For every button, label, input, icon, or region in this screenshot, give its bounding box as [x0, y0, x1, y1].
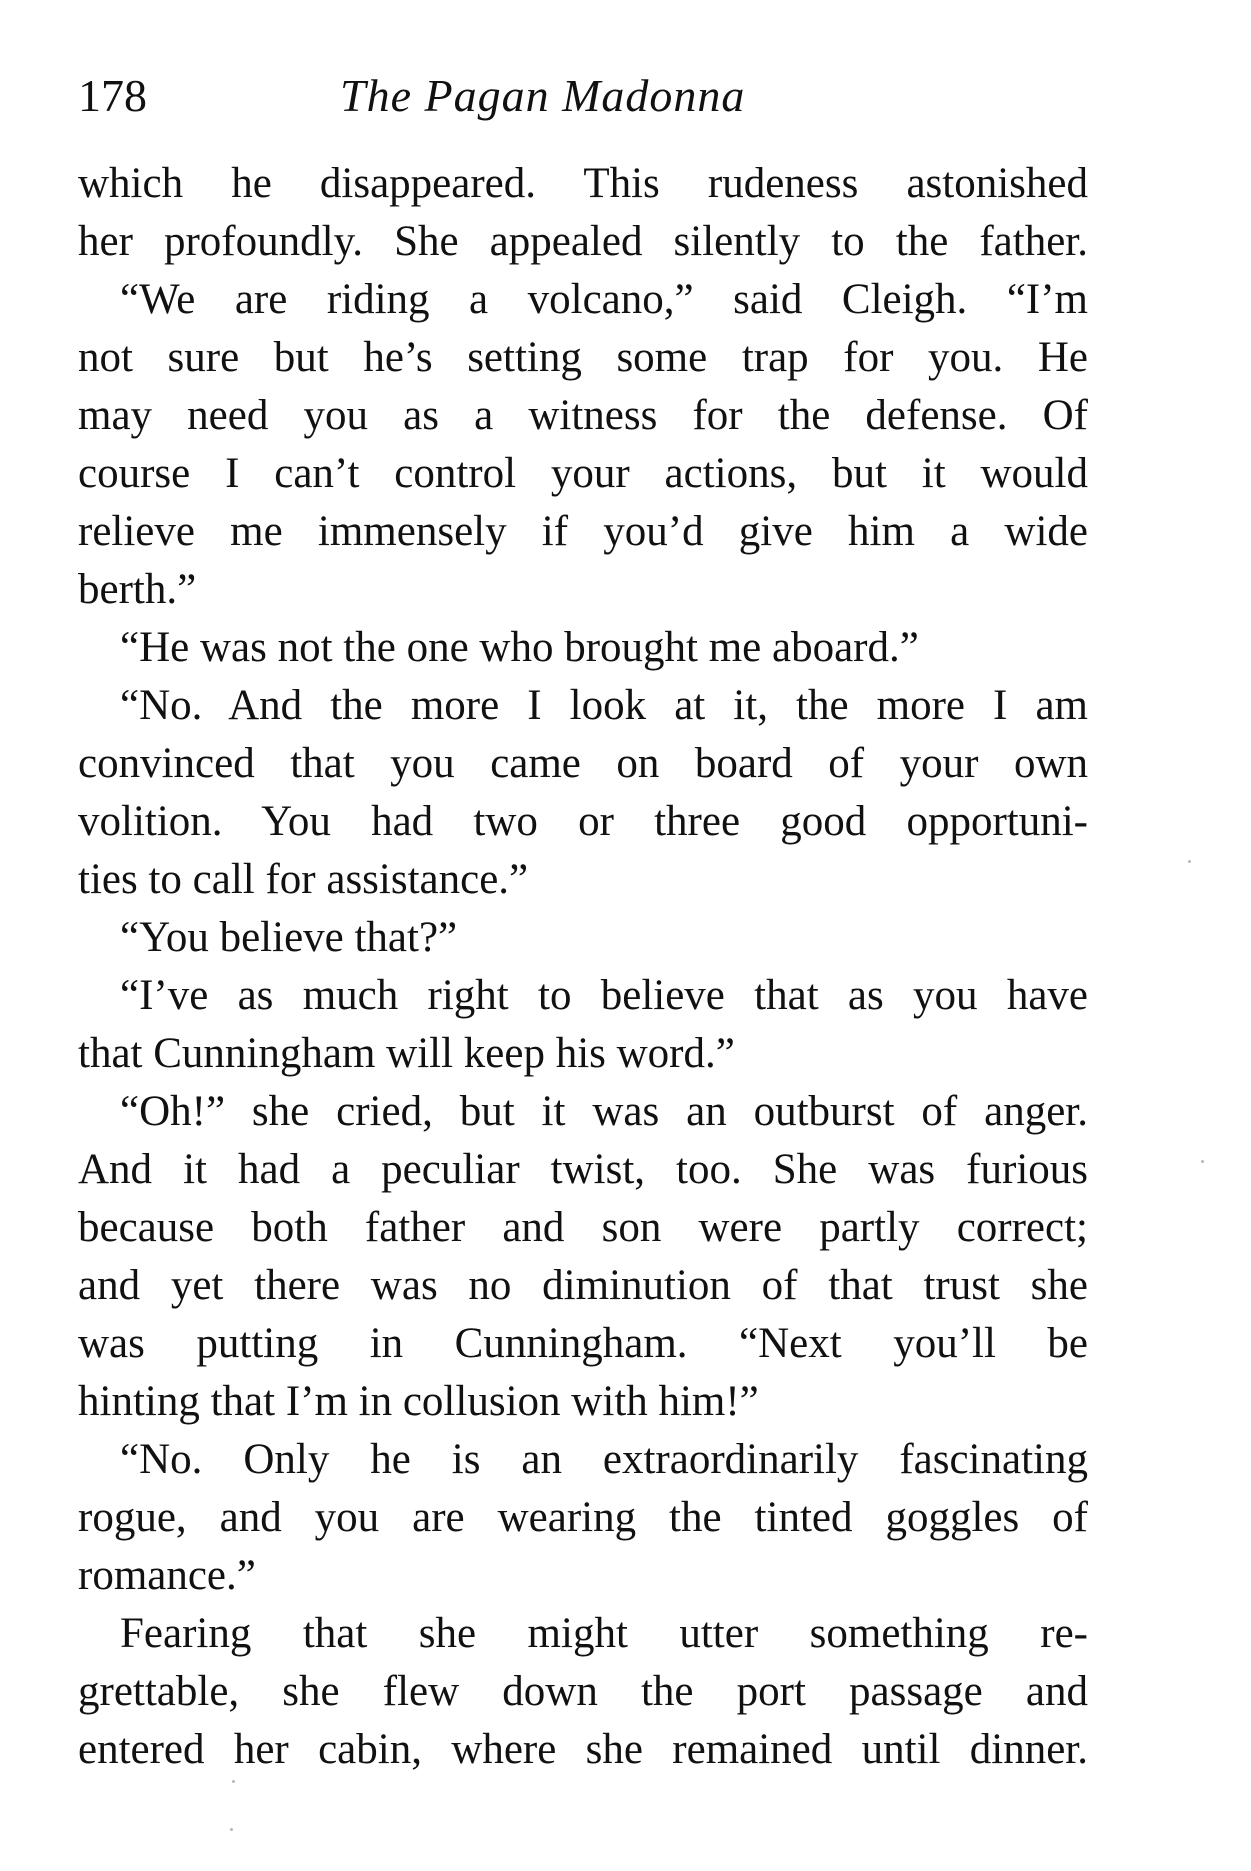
page-number: 178 [78, 70, 147, 121]
text-line: because both father and son were partly correct; [78, 1204, 1088, 1251]
paper-speck [1188, 860, 1191, 863]
text-line: course I can’t control your actions, but it would [78, 450, 1088, 497]
text-line: “We are riding a volcano,” said Cleigh. “I’m [120, 276, 1088, 323]
page-header [78, 66, 1088, 126]
text-line: rogue, and you are wearing the tinted goggles of [78, 1494, 1088, 1541]
text-line: “No. Only he is an extraordinarily fascinating [120, 1436, 1088, 1483]
text-line: berth.” [78, 566, 197, 613]
paper-speck [232, 1780, 235, 1783]
text-line: “You believe that?” [120, 914, 458, 961]
text-line: was putting in Cunningham. “Next you’ll be [78, 1320, 1088, 1367]
text-line: convinced that you came on board of your own [78, 740, 1088, 787]
text-line: may need you as a witness for the defense. Of [78, 392, 1088, 439]
text-line: hinting that I’m in collusion with him!” [78, 1378, 759, 1425]
text-line: “Oh!” she cried, but it was an outburst of anger. [120, 1088, 1088, 1135]
text-line: “I’ve as much right to believe that as you have [120, 972, 1088, 1019]
text-line: “No. And the more I look at it, the more I am [120, 682, 1088, 729]
text-line: which he disappeared. This rudeness astonished [78, 160, 1088, 207]
text-line: volition. You had two or three good opportuni- [78, 798, 1088, 845]
paper-speck [1201, 1160, 1204, 1163]
running-title: The Pagan Madonna [340, 70, 746, 121]
text-line: entered her cabin, where she remained until dinner. [78, 1726, 1088, 1773]
paper-speck [230, 1828, 233, 1831]
body-text [78, 155, 1088, 1779]
text-line: her profoundly. She appealed silently to the father. [78, 218, 1088, 265]
text-line: grettable, she flew down the port passage and [78, 1668, 1088, 1715]
text-line: relieve me immensely if you’d give him a wide [78, 508, 1088, 555]
text-line: And it had a peculiar twist, too. She was furious [78, 1146, 1088, 1193]
text-line: and yet there was no diminution of that trust she [78, 1262, 1088, 1309]
text-line: that Cunningham will keep his word.” [78, 1030, 735, 1077]
text-line: not sure but he’s setting some trap for you. He [78, 334, 1088, 381]
text-line: “He was not the one who brought me aboard.” [120, 624, 919, 671]
text-line: ties to call for assistance.” [78, 856, 529, 903]
text-line: romance.” [78, 1552, 256, 1599]
text-line: Fearing that she might utter something re- [120, 1610, 1088, 1657]
